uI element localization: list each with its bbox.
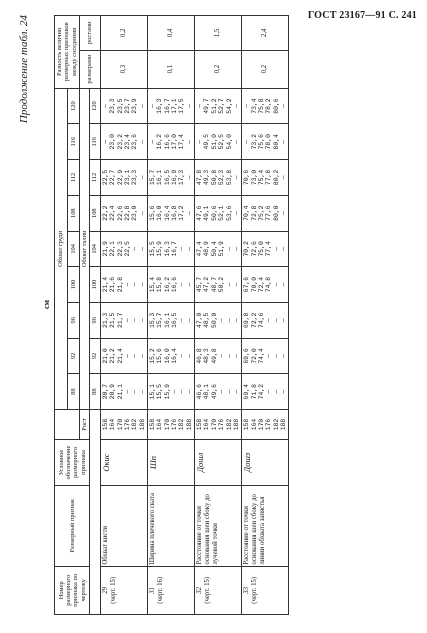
girth-value-column: 20,7 20,9 21,1 — — —	[100, 374, 147, 410]
feature-symbol: Шп	[147, 439, 194, 485]
girth-value-column: 45,7 47,2 48,7 50,2 — —	[195, 267, 242, 303]
difference-between-sizes: 0,3	[100, 50, 147, 88]
unit-label: см	[42, 300, 51, 309]
feature-name: Обхват кисти	[100, 486, 147, 567]
chest-112: 112	[67, 160, 80, 196]
header-row-1	[55, 16, 68, 615]
height-values: 158 164 170 176 182 188	[195, 410, 242, 440]
girth-value-column: 21,9 22,1 22,3 22,5 — —	[100, 231, 147, 267]
table-row	[195, 16, 242, 615]
girth-value-column: 69,6 72,0 74,4 — — —	[242, 338, 289, 374]
waist-120: 120	[90, 88, 100, 124]
figure-reference: (черт. 15)	[109, 576, 117, 604]
girth-value-column: — 16,2 16,6 17,0 17,4 —	[147, 124, 194, 160]
height-values: 158 164 170 176 182 188	[100, 410, 147, 440]
difference-between-heights: 0,4	[147, 16, 194, 51]
chest-120: 120	[67, 88, 80, 124]
waist-92: 92	[90, 338, 100, 374]
girth-value-column: 69,8 72,2 74,6 — — —	[242, 302, 289, 338]
feature-symbol: Oкис	[100, 439, 147, 485]
table-body	[100, 16, 289, 615]
girth-value-column: 15,3 15,7 16,1 16,5 — —	[147, 302, 194, 338]
girth-value-column: 46,8 48,3 49,8 — — —	[195, 338, 242, 374]
figure-reference: (черт. 16)	[156, 576, 164, 604]
page-header: ГОСТ 23167—91 С. 241	[307, 10, 417, 21]
girth-value-column: 15,1 15,5 15,9 — — —	[147, 374, 194, 410]
girth-value-column: 21,3 21,5 21,7 — — —	[100, 302, 147, 338]
table-row	[242, 16, 289, 615]
waist-112: 112	[90, 160, 100, 196]
difference-between-sizes: 0,2	[195, 50, 242, 88]
girth-value-column: — 73,4 75,8 78,2 80,6 —	[242, 88, 289, 124]
girth-value-column: 47,6 49,1 50,6 52,1 53,6 —	[195, 195, 242, 231]
feature-symbol: Дошл	[195, 439, 242, 485]
measurements-table	[54, 15, 289, 615]
chest-92: 92	[67, 338, 80, 374]
chest-96: 96	[67, 302, 80, 338]
difference-between-heights: 0,2	[100, 16, 147, 51]
waist-100: 100	[90, 267, 100, 303]
header-difference: Разность величин размерных признаков между соседними	[55, 16, 80, 89]
girth-value-column: — 23,0 23,2 23,4 23,6 —	[100, 124, 147, 160]
girth-value-column: 15,4 15,8 16,2 16,6 — —	[147, 267, 194, 303]
waist-96: 96	[90, 302, 100, 338]
girth-value-column: 15,2 15,6 16,0 16,4 — —	[147, 338, 194, 374]
header-waist-spacer	[90, 410, 100, 615]
feature-number-cell	[100, 566, 147, 614]
feature-symbol: Дошз	[242, 439, 289, 485]
height-values: 158 164 170 176 182 188	[147, 410, 194, 440]
height-values: 158 164 170 176 182 188	[242, 410, 289, 440]
header-symbol: Условное обозначение размерного признака	[55, 439, 90, 485]
girth-value-column: 15,6 16,0 16,4 16,8 17,2 —	[147, 195, 194, 231]
girth-value-column: 46,6 48,1 49,6 — — —	[195, 374, 242, 410]
feature-number: 32	[196, 586, 204, 594]
waist-104: 104	[90, 231, 100, 267]
girth-value-column: 22,5 22,7 22,9 23,1 23,3 —	[100, 160, 147, 196]
figure-reference: (черт. 15)	[251, 576, 259, 604]
girth-value-column: 15,7 16,1 16,5 16,9 17,3 —	[147, 160, 194, 196]
header-diff-sizes: размерами	[80, 50, 101, 88]
feature-number-cell	[195, 566, 242, 614]
girth-value-column: 15,5 15,9 16,3 16,7 — —	[147, 231, 194, 267]
difference-between-heights: 2,4	[242, 16, 289, 51]
figure-reference: (черт. 15)	[203, 576, 211, 604]
girth-value-column: 67,6 70,0 72,4 74,8 — —	[242, 267, 289, 303]
chest-116: 116	[67, 124, 80, 160]
feature-name: Расстояние от точки основания шеи сбоку до линии обхвата запястья	[242, 486, 289, 567]
table-row	[100, 16, 147, 615]
girth-value-column: 70,6 73,0 75,4 77,8 80,2 —	[242, 160, 289, 196]
header-chest-girth: Обхват груди	[55, 88, 68, 409]
girth-value-column: — 49,7 51,2 52,7 54,2 —	[195, 88, 242, 124]
rotated-table-block	[18, 15, 418, 615]
header-height: Рост	[80, 410, 90, 440]
difference-between-sizes: 0,1	[147, 50, 194, 88]
header-chest-label-height-gap	[55, 410, 80, 440]
feature-name: Ширина плечевого ската	[147, 486, 194, 567]
waist-108: 108	[90, 195, 100, 231]
chest-100: 100	[67, 267, 80, 303]
header-row-4	[90, 16, 100, 615]
header-number: Номер размерного признака по чертежу	[55, 566, 90, 614]
girth-value-column: — 49,5 51,0 52,5 54,0 —	[195, 124, 242, 160]
feature-number: 31	[148, 586, 156, 594]
feature-name: Расстояние от точки основания шеи сбоку до лучевой точки	[195, 486, 242, 567]
header-diff-heights: ростами	[80, 16, 101, 51]
waist-116: 116	[90, 124, 100, 160]
header-feature: Размерный признак	[55, 486, 90, 567]
table-continuation-caption: Продолжение табл. 24	[18, 15, 30, 124]
girth-value-column: 21,4 21,6 21,8 — — —	[100, 267, 147, 303]
difference-between-heights: 1,5	[195, 16, 242, 51]
girth-value-column: 70,2 72,6 75,0 77,4 — —	[242, 231, 289, 267]
feature-number: 33	[243, 586, 251, 594]
girth-value-column: 21,0 21,2 21,4 — — —	[100, 338, 147, 374]
chest-88: 88	[67, 374, 80, 410]
girth-value-column: 22,2 22,4 22,6 22,8 23,0 —	[100, 195, 147, 231]
feature-number-cell	[242, 566, 289, 614]
girth-value-column: 47,0 48,5 50,0 — — —	[195, 302, 242, 338]
girth-value-column: 69,4 71,8 74,2 — — —	[242, 374, 289, 410]
girth-value-column: 47,4 48,9 50,4 51,9 — —	[195, 231, 242, 267]
girth-value-column: — 73,2 75,6 78,0 80,4 —	[242, 124, 289, 160]
feature-number: 29	[101, 586, 109, 594]
difference-between-sizes: 0,2	[242, 50, 289, 88]
chest-104: 104	[67, 231, 80, 267]
header-waist-girth: Обхват талии	[80, 88, 90, 409]
chest-108: 108	[67, 195, 80, 231]
girth-value-column: — 23,3 23,5 23,7 23,9 —	[100, 88, 147, 124]
feature-number-cell	[147, 566, 194, 614]
table-row	[147, 16, 194, 615]
girth-value-column: 47,8 49,3 50,8 52,3 53,8 —	[195, 160, 242, 196]
waist-88: 88	[90, 374, 100, 410]
girth-value-column: — 16,3 16,7 17,1 17,5 —	[147, 88, 194, 124]
girth-value-column: 70,4 72,8 75,2 77,6 80,0 —	[242, 195, 289, 231]
